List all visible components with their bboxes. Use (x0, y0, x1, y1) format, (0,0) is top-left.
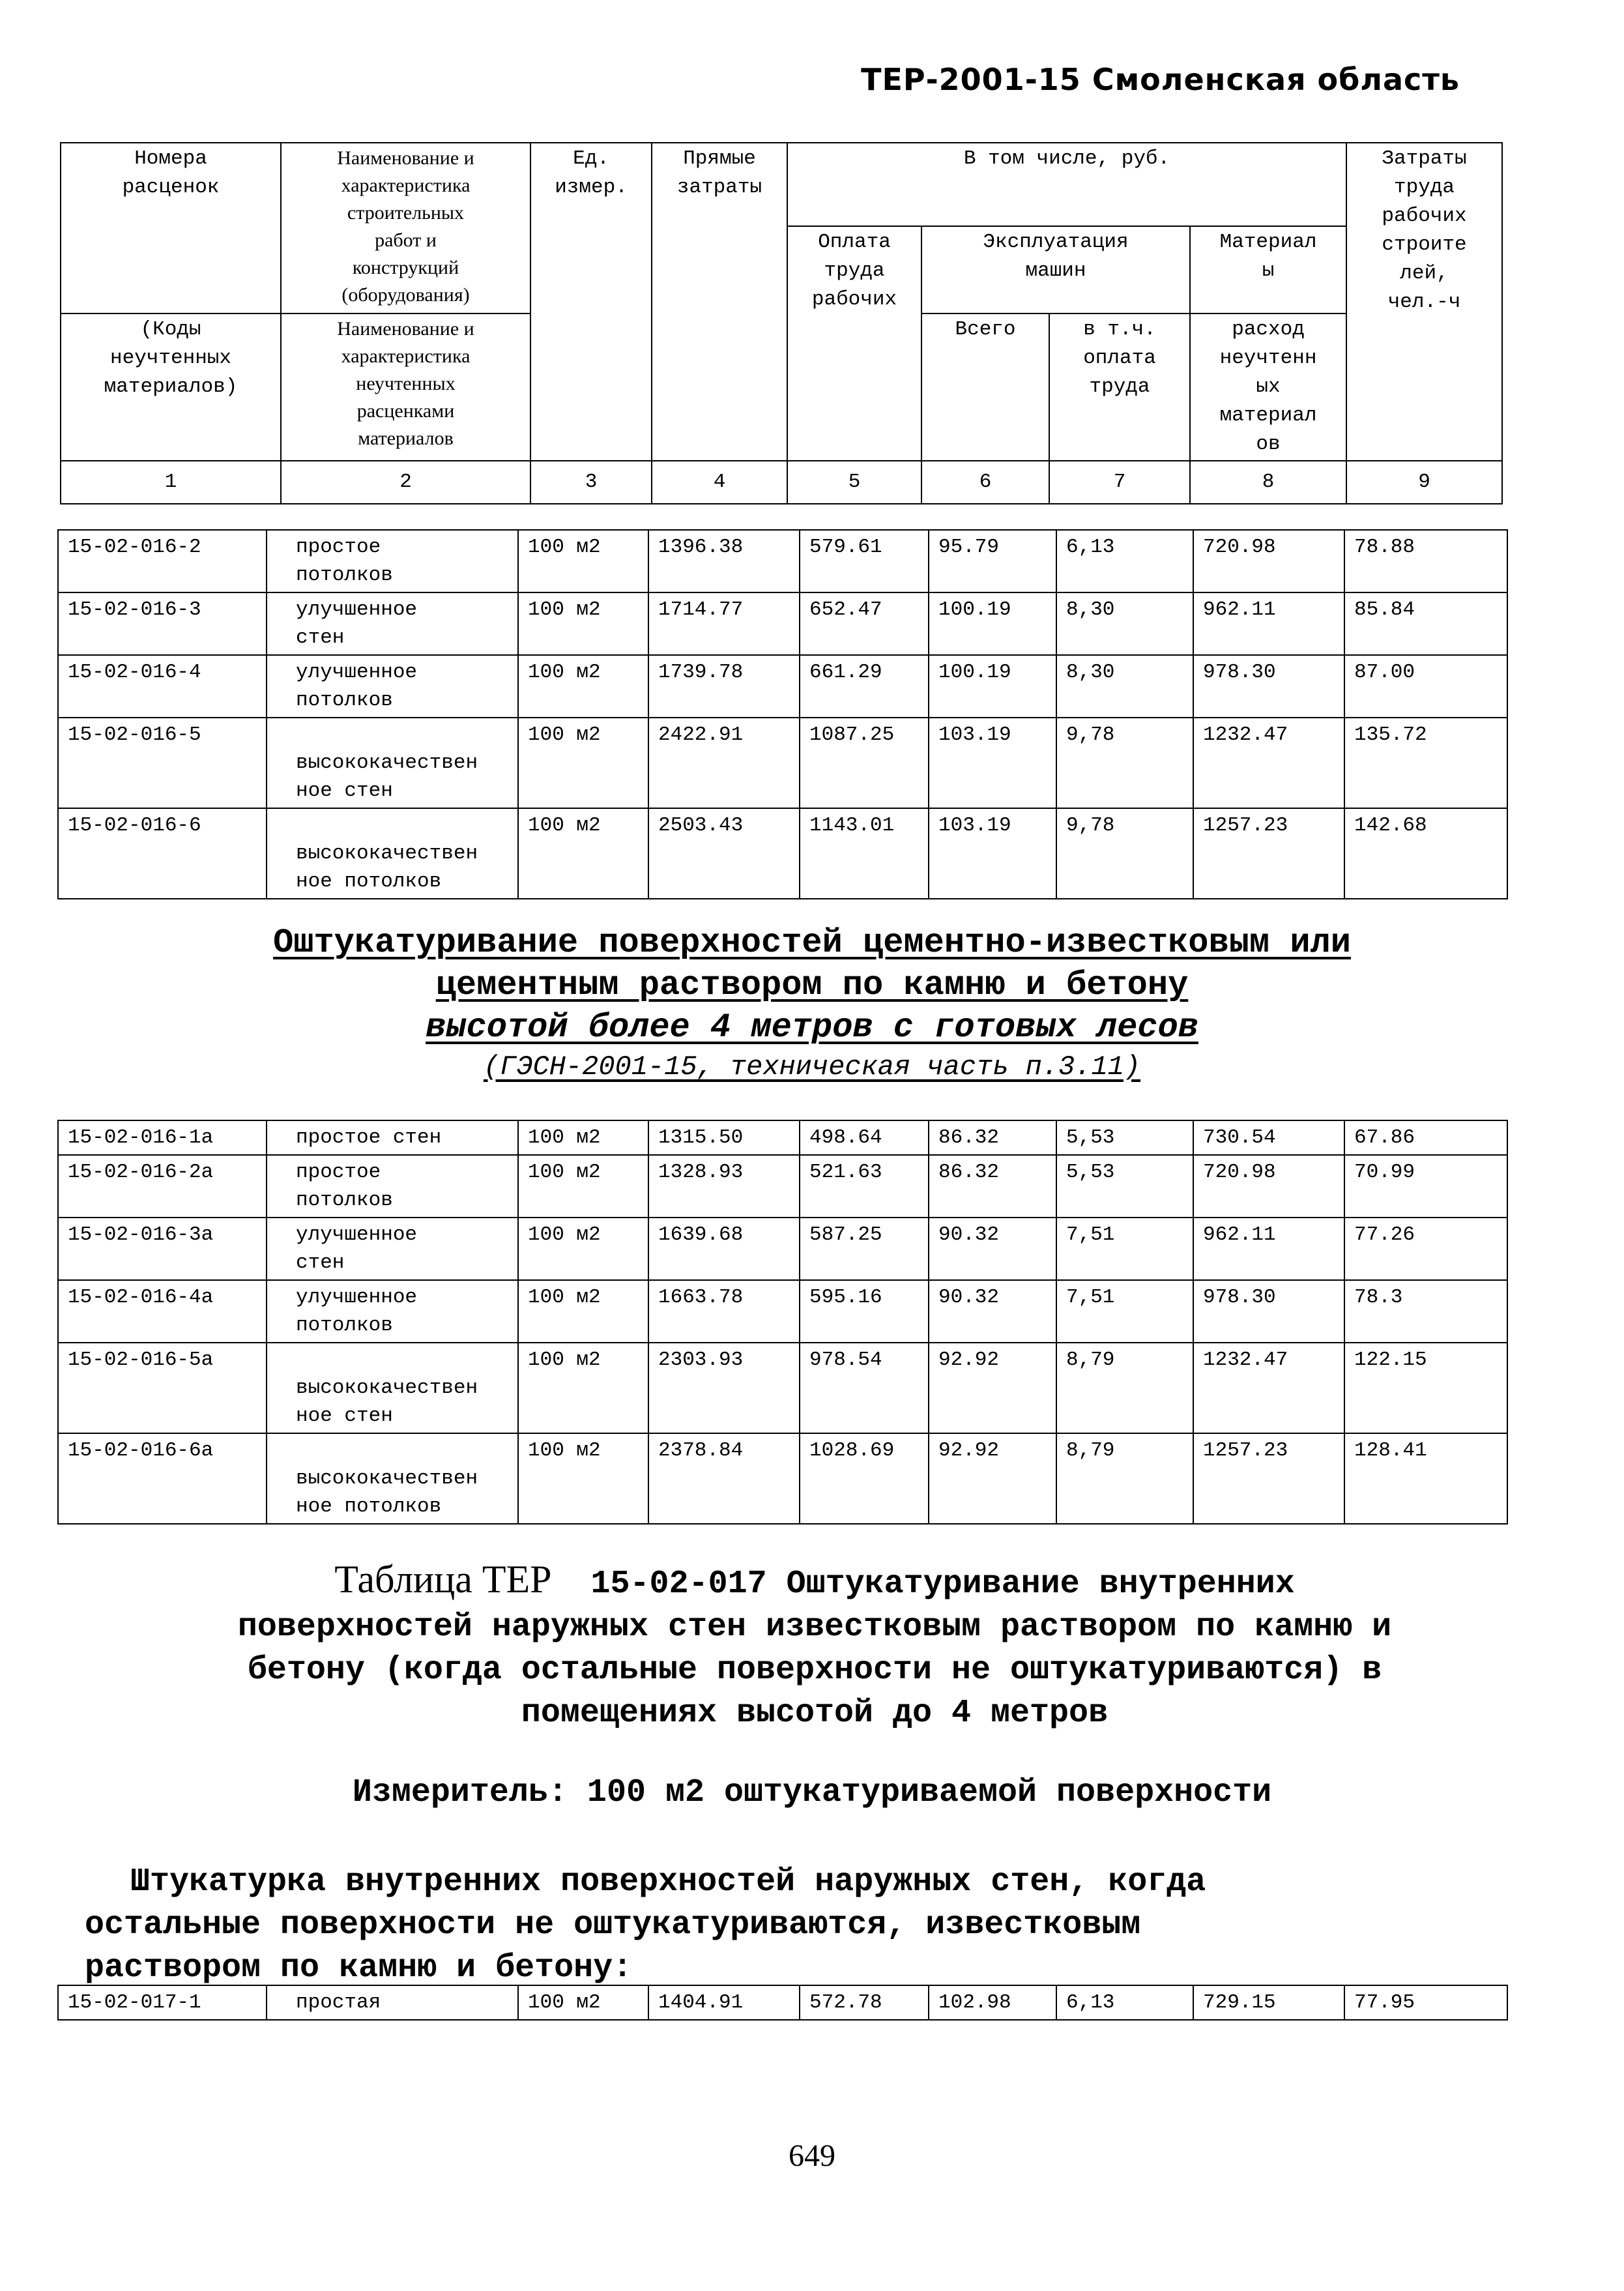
table-row (58, 1985, 1507, 2020)
cell-mach: 95.79 (929, 530, 1056, 592)
cell-labor: 595.16 (800, 1280, 929, 1343)
table-row (58, 718, 1507, 808)
cell-mach: 92.92 (929, 1343, 1056, 1433)
cell-labor: 978.54 (800, 1343, 929, 1433)
cell-name: высококачествен ное потолков (267, 1433, 518, 1524)
cell-name: улучшенное стен (267, 1218, 518, 1280)
cell-mach: 92.92 (929, 1433, 1056, 1524)
cell-mach: 100.19 (929, 592, 1056, 655)
cell-unit: 100 м2 (518, 1343, 648, 1433)
rates-table-3 (57, 1985, 1508, 2021)
cell-name: простое потолков (267, 1155, 518, 1218)
cell-direct: 2422.91 (648, 718, 800, 808)
column-number: 7 (1049, 461, 1190, 504)
column-numbers-row (61, 461, 1502, 504)
cell-mach-labor: 5,53 (1056, 1120, 1193, 1155)
cell-mach-labor: 5,53 (1056, 1155, 1193, 1218)
page-number: 649 (789, 2138, 835, 2173)
header-code: Номера расценок (61, 143, 281, 314)
table-row (58, 1155, 1507, 1218)
cell-direct: 1315.50 (648, 1120, 800, 1155)
cell-hours: 135.72 (1344, 718, 1507, 808)
cell-name: простое стен (267, 1120, 518, 1155)
subsection-line1: Штукатурка внутренних поверхностей наружных стен, когда (130, 1863, 1206, 1901)
column-number: 5 (787, 461, 921, 504)
cell-direct: 1328.93 (648, 1155, 800, 1218)
cell-mach: 102.98 (929, 1985, 1056, 2020)
table-body (58, 530, 1507, 899)
cell-hours: 78.3 (1344, 1280, 1507, 1343)
cell-mat: 1257.23 (1193, 1433, 1344, 1524)
column-number: 8 (1190, 461, 1346, 504)
subsection-line3: раствором по камню и бетону: (85, 1949, 633, 1987)
measure-unit: Измеритель: 100 м2 оштукатуриваемой поверхности (352, 1774, 1272, 1811)
cell-unit: 100 м2 (518, 718, 648, 808)
cell-labor: 572.78 (800, 1985, 929, 2020)
cell-name: высококачествен ное потолков (267, 808, 518, 899)
cell-labor: 498.64 (800, 1120, 929, 1155)
cell-code: 15-02-016-5 (58, 718, 267, 808)
cell-mat: 1232.47 (1193, 718, 1344, 808)
rates-table-2 (57, 1120, 1508, 1525)
cell-code: 15-02-017-1 (58, 1985, 267, 2020)
cell-mach: 86.32 (929, 1155, 1056, 1218)
cell-code: 15-02-016-3а (58, 1218, 267, 1280)
column-number: 4 (652, 461, 787, 504)
header-name-bottom: Наименование и характеристика неучтенных расценками материалов (281, 314, 530, 461)
cell-labor: 1143.01 (800, 808, 929, 899)
cell-direct: 1404.91 (648, 1985, 800, 2020)
cell-hours: 67.86 (1344, 1120, 1507, 1155)
cell-mach-labor: 7,51 (1056, 1218, 1193, 1280)
header-mach-total: Всего (921, 314, 1049, 461)
cell-mach: 90.32 (929, 1280, 1056, 1343)
cell-direct: 2303.93 (648, 1343, 800, 1433)
cell-mach: 86.32 (929, 1120, 1056, 1155)
cell-mach: 103.19 (929, 718, 1056, 808)
cell-labor: 652.47 (800, 592, 929, 655)
cell-unit: 100 м2 (518, 655, 648, 718)
cell-labor: 1028.69 (800, 1433, 929, 1524)
cell-unit: 100 м2 (518, 530, 648, 592)
table-heading (78, 1558, 1551, 1735)
cell-code: 15-02-016-6 (58, 808, 267, 899)
header-materials-bottom: расход неучтенн ых материал ов (1190, 314, 1346, 461)
cell-direct: 1714.77 (648, 592, 800, 655)
header-mach-labor: в т.ч. оплата труда (1049, 314, 1190, 461)
cell-code: 15-02-016-5а (58, 1343, 267, 1433)
cell-unit: 100 м2 (518, 1155, 648, 1218)
table-row (58, 655, 1507, 718)
cell-code: 15-02-016-3 (58, 592, 267, 655)
cell-hours: 128.41 (1344, 1433, 1507, 1524)
table-heading-line4: помещениях высотой до 4 метров (521, 1695, 1109, 1732)
cell-hours: 78.88 (1344, 530, 1507, 592)
column-number: 1 (61, 461, 281, 504)
section-title-line3: высотой более 4 метров с готовых лесов (426, 1008, 1198, 1047)
cell-labor: 1087.25 (800, 718, 929, 808)
cell-direct: 1739.78 (648, 655, 800, 718)
cell-unit: 100 м2 (518, 1218, 648, 1280)
cell-mat: 720.98 (1193, 1155, 1344, 1218)
cell-hours: 70.99 (1344, 1155, 1507, 1218)
column-number: 2 (281, 461, 530, 504)
cell-mat: 978.30 (1193, 1280, 1344, 1343)
cell-name: улучшенное потолков (267, 655, 518, 718)
header-labor: Оплата труда рабочих (787, 226, 921, 461)
cell-direct: 1396.38 (648, 530, 800, 592)
cell-code: 15-02-016-6а (58, 1433, 267, 1524)
running-header: ТЕР-2001-15 Смоленская область (861, 62, 1460, 97)
cell-mat: 1257.23 (1193, 808, 1344, 899)
header-name: Наименование и характеристика строительных работ и конструкций (оборудования) (281, 143, 530, 314)
cell-name: высококачествен ное стен (267, 718, 518, 808)
table-heading-line1: 15-02-017 Оштукатуривание внутренних (590, 1566, 1295, 1603)
cell-mat: 962.11 (1193, 592, 1344, 655)
header-direct: Прямые затраты (652, 143, 787, 461)
cell-mach: 103.19 (929, 808, 1056, 899)
cell-unit: 100 м2 (518, 1985, 648, 2020)
table-body (58, 1120, 1507, 1524)
table-heading-lead: Таблица ТЕР (334, 1558, 552, 1601)
table-row (58, 808, 1507, 899)
header-materials: Материал ы (1190, 226, 1346, 314)
cell-hours: 87.00 (1344, 655, 1507, 718)
cell-name: улучшенное стен (267, 592, 518, 655)
cell-mat: 729.15 (1193, 1985, 1344, 2020)
cell-labor: 521.63 (800, 1155, 929, 1218)
table-row (58, 1120, 1507, 1155)
table-heading-line2: поверхностей наружных стен известковым раствором по камню и (237, 1609, 1392, 1646)
column-number: 9 (1346, 461, 1502, 504)
cell-hours: 77.26 (1344, 1218, 1507, 1280)
column-number: 6 (921, 461, 1049, 504)
column-number: 3 (530, 461, 652, 504)
cell-labor: 661.29 (800, 655, 929, 718)
cell-name: высококачествен ное стен (267, 1343, 518, 1433)
cell-mach-labor: 8,79 (1056, 1343, 1193, 1433)
subsection-title (85, 1861, 1584, 1990)
header-code-bottom: (Коды неучтенных материалов) (61, 314, 281, 461)
cell-mach: 90.32 (929, 1218, 1056, 1280)
table-row (58, 1343, 1507, 1433)
cell-labor: 587.25 (800, 1218, 929, 1280)
cell-unit: 100 м2 (518, 1280, 648, 1343)
cell-hours: 85.84 (1344, 592, 1507, 655)
cell-mach-labor: 8,79 (1056, 1433, 1193, 1524)
cell-direct: 1663.78 (648, 1280, 800, 1343)
column-header-table (60, 142, 1503, 504)
cell-unit: 100 м2 (518, 592, 648, 655)
header-machines: Эксплуатация машин (921, 226, 1190, 314)
cell-code: 15-02-016-4 (58, 655, 267, 718)
cell-direct: 2378.84 (648, 1433, 800, 1524)
cell-mach-labor: 9,78 (1056, 718, 1193, 808)
table-heading-line3: бетону (когда остальные поверхности не оштукатуриваются) в (247, 1652, 1382, 1689)
header-unit: Ед. измер. (530, 143, 652, 461)
cell-code: 15-02-016-2 (58, 530, 267, 592)
cell-mat: 978.30 (1193, 655, 1344, 718)
cell-unit: 100 м2 (518, 1433, 648, 1524)
cell-mat: 1232.47 (1193, 1343, 1344, 1433)
section-title-line2: цементным раствором по камню и бетону (435, 966, 1189, 1004)
cell-name: простая (267, 1985, 518, 2020)
cell-mach-labor: 9,78 (1056, 808, 1193, 899)
cell-unit: 100 м2 (518, 1120, 648, 1155)
cell-mat: 962.11 (1193, 1218, 1344, 1280)
cell-hours: 142.68 (1344, 808, 1507, 899)
table-row (58, 1280, 1507, 1343)
cell-direct: 1639.68 (648, 1218, 800, 1280)
cell-name: простое потолков (267, 530, 518, 592)
cell-code: 15-02-016-4а (58, 1280, 267, 1343)
table-row (58, 1433, 1507, 1524)
cell-labor: 579.61 (800, 530, 929, 592)
section-title-line4: (ГЭСН-2001-15, техническая часть п.3.11) (483, 1051, 1141, 1083)
cell-code: 15-02-016-2а (58, 1155, 267, 1218)
header-hours: Затраты труда рабочих строите лей, чел.-ч (1346, 143, 1502, 461)
subsection-line2: остальные поверхности не оштукатуриваются, известковым (85, 1906, 1141, 1944)
cell-hours: 77.95 (1344, 1985, 1507, 2020)
cell-hours: 122.15 (1344, 1343, 1507, 1433)
cell-code: 15-02-016-1а (58, 1120, 267, 1155)
cell-name: улучшенное потолков (267, 1280, 518, 1343)
cell-mach: 100.19 (929, 655, 1056, 718)
cell-mach-labor: 8,30 (1056, 592, 1193, 655)
table-row (58, 592, 1507, 655)
table-body (58, 1985, 1507, 2020)
table-row (58, 1218, 1507, 1280)
header-group: В том числе, руб. (787, 143, 1346, 226)
rates-table-1 (57, 529, 1508, 899)
cell-mach-labor: 7,51 (1056, 1280, 1193, 1343)
cell-mach-labor: 6,13 (1056, 530, 1193, 592)
cell-mach-labor: 8,30 (1056, 655, 1193, 718)
cell-unit: 100 м2 (518, 808, 648, 899)
section-title-line1: Оштукатуривание поверхностей цементно-известковым или (273, 924, 1351, 962)
cell-direct: 2503.43 (648, 808, 800, 899)
cell-mat: 730.54 (1193, 1120, 1344, 1155)
cell-mach-labor: 6,13 (1056, 1985, 1193, 2020)
table-row (58, 530, 1507, 592)
cell-mat: 720.98 (1193, 530, 1344, 592)
